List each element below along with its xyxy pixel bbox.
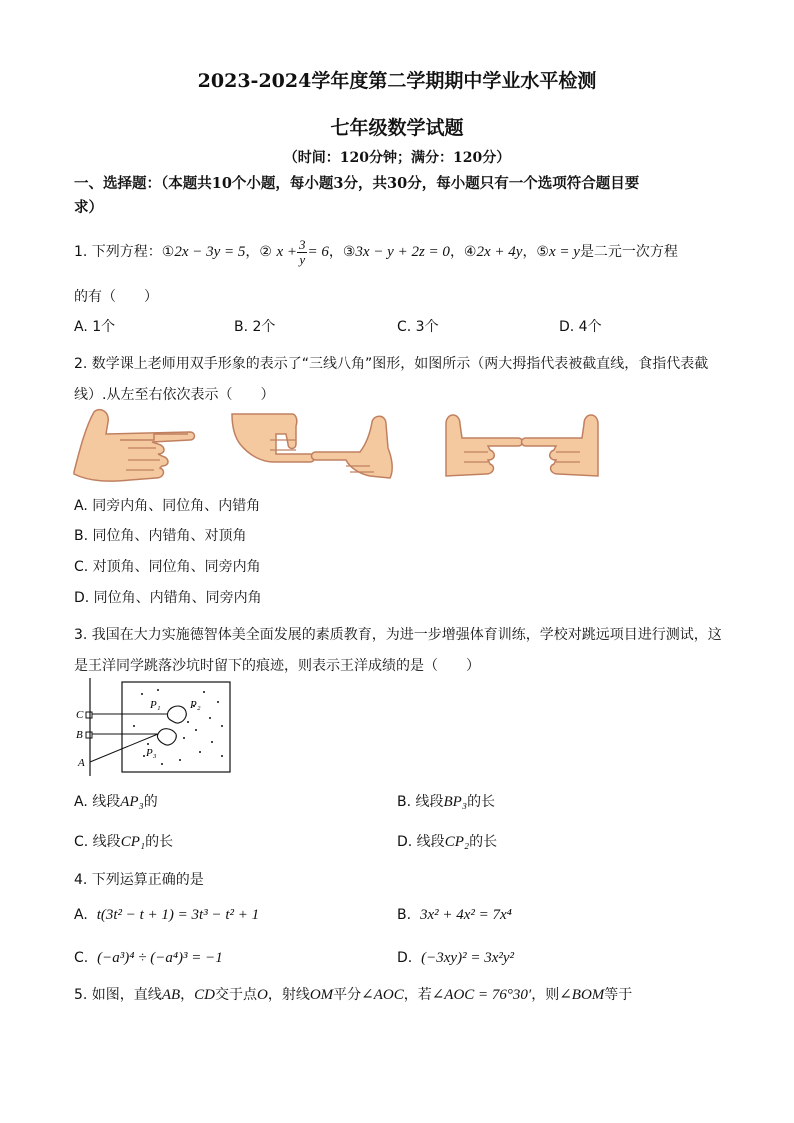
q1-eq2-right: = 6: [307, 243, 329, 260]
q1-sep4: ，④: [449, 243, 477, 260]
q4-option-a[interactable]: [74, 905, 259, 925]
q1-eq5: x = y: [549, 243, 580, 260]
q1-eq2: [276, 237, 329, 267]
q3-option-d[interactable]: [397, 832, 497, 852]
q3-d-pre: D. 线段: [397, 834, 445, 850]
question-2-stem: [74, 349, 734, 411]
q4-b-label: B.: [397, 907, 412, 923]
q3-line1: 3. 我国在大力实施德智体美全面发展的素质教育，为进一步增强体育训练，学校对跳远项目进行测试，这: [74, 627, 722, 643]
q3-d-post: 的长: [469, 834, 498, 850]
label-A: A: [78, 757, 85, 769]
q5-math-3: O: [256, 987, 268, 1003]
page-subtitle: 七年级数学试题: [330, 117, 464, 139]
q1-eq2-fraction: [297, 238, 308, 267]
question-4-stem: 4. 下列运算正确的是: [74, 872, 204, 888]
q2-line2: 线）.从左至右依次表示（ ）: [74, 387, 275, 403]
q5-text-8: 等于: [604, 987, 633, 1003]
q1-prefix: 1. 下列方程：①: [74, 243, 175, 260]
q5-text-2: ，: [180, 987, 195, 1003]
hands-figure: [70, 404, 670, 488]
label-P3: P₃: [146, 747, 157, 759]
q1-sep5: ，⑤: [522, 243, 549, 260]
q1-eq2-denominator: y: [299, 252, 306, 267]
q1-option-c[interactable]: C. 3个: [397, 319, 439, 335]
question-5-stem: [74, 985, 734, 1005]
q3-c-pre: C. 线段: [74, 834, 121, 850]
q5-math-6: ∠AOC = 76°30′: [431, 987, 532, 1003]
section-heading: [74, 172, 734, 220]
q1-sep2: ，②: [245, 243, 272, 260]
q4-option-d[interactable]: [397, 948, 514, 968]
q3-a-pre: A. 线段: [74, 794, 121, 810]
q1-sep3: ，③: [328, 243, 356, 260]
q5-text-5: 平分: [333, 987, 362, 1003]
q3-option-a[interactable]: [74, 792, 158, 812]
q4-option-c[interactable]: [74, 948, 223, 968]
q1-option-d[interactable]: D. 4个: [559, 319, 602, 335]
question-3-stem: [74, 620, 734, 682]
q4-d-expr: (−3xy)² = 3x²y²: [421, 950, 514, 966]
q4-c-label: C.: [74, 950, 89, 966]
q3-b-post: 的长: [467, 794, 496, 810]
q1-suffix: 是二元一次方程: [579, 243, 678, 260]
hand-pair-2: [232, 414, 392, 478]
hand-pair-3: [446, 415, 598, 476]
q2-option-c[interactable]: C. 对顶角、同位角、同旁内角: [74, 559, 261, 575]
label-P2: P₂: [190, 699, 201, 711]
question-1-line2: 的有（ ）: [74, 289, 158, 305]
q2-option-b[interactable]: B. 同位角、内错角、对顶角: [74, 528, 247, 544]
page-title: 2023-2024学年度第二学期期中学业水平检测: [197, 70, 597, 92]
q5-math-7: ∠BOM: [559, 987, 605, 1003]
q5-text-3: 交于点: [214, 987, 257, 1003]
q3-a-post: 的: [143, 794, 158, 810]
q5-text-6: ，若: [403, 987, 432, 1003]
q3-c-post: 的长: [145, 834, 174, 850]
q2-option-a[interactable]: A. 同旁内角、同位角、内错角: [74, 498, 261, 514]
section-heading-line1: 一、选择题：（本题共10个小题，每小题3分，共30分，每小题只有一个选项符合题目要: [74, 175, 640, 192]
question-1-stem: [74, 238, 734, 267]
label-P1: P₁: [150, 699, 161, 711]
q3-b-segment: BP₃: [443, 794, 468, 810]
q1-eq3: 3x − y + 2z = 0: [355, 243, 450, 260]
q4-option-b[interactable]: [397, 905, 512, 925]
label-B: B: [76, 729, 83, 741]
q1-option-a[interactable]: A. 1个: [74, 319, 116, 335]
sandpit-figure: [72, 676, 236, 778]
q5-math-4: OM: [309, 987, 334, 1003]
hand-pair-1: [74, 410, 195, 482]
q4-c-expr: (−a³)⁴ ÷ (−a⁴)³ = −1: [97, 950, 223, 966]
q3-line2: 是王洋同学跳落沙坑时留下的痕迹，则表示王洋成绩的是（ ）: [74, 658, 480, 674]
q4-b-expr: 3x² + 4x² = 7x⁴: [419, 907, 512, 923]
q1-eq4: 2x + 4y: [476, 243, 523, 260]
q3-c-segment: CP₁: [120, 834, 146, 850]
q1-eq2-left: x +: [276, 243, 297, 260]
section-heading-line2: 求）: [74, 199, 103, 216]
q1-eq1: 2x − 3y = 5: [174, 243, 246, 260]
q1-option-b[interactable]: B. 2个: [234, 319, 276, 335]
q3-option-b[interactable]: [397, 792, 495, 812]
q1-eq2-numerator: 3: [298, 237, 306, 252]
q5-text-7: ，则: [531, 987, 560, 1003]
q3-a-segment: AP₃: [120, 794, 144, 810]
q3-option-c[interactable]: [74, 832, 173, 852]
q5-text-4: ，射线: [267, 987, 310, 1003]
q5-math-2: CD: [194, 987, 215, 1003]
exam-meta: （时间：120分钟；满分：120分）: [283, 150, 511, 166]
q4-a-label: A.: [74, 907, 88, 923]
label-C: C: [76, 709, 84, 721]
q5-text-1: 5. 如图，直线: [74, 987, 162, 1003]
q4-d-label: D.: [397, 950, 413, 966]
q5-math-1: AB: [161, 987, 181, 1003]
q2-option-d[interactable]: D. 同位角、内错角、同旁内角: [74, 590, 262, 606]
q3-b-pre: B. 线段: [397, 794, 444, 810]
q5-math-5: ∠AOC: [361, 987, 404, 1003]
q4-a-expr: t(3t² − t + 1) = 3t³ − t² + 1: [96, 907, 260, 923]
q2-line1: 2. 数学课上老师用双手形象的表示了“三线八角”图形，如图所示（两大拇指代表被截直线，食指代表截: [74, 356, 709, 372]
q3-d-segment: CP₂: [444, 834, 470, 850]
